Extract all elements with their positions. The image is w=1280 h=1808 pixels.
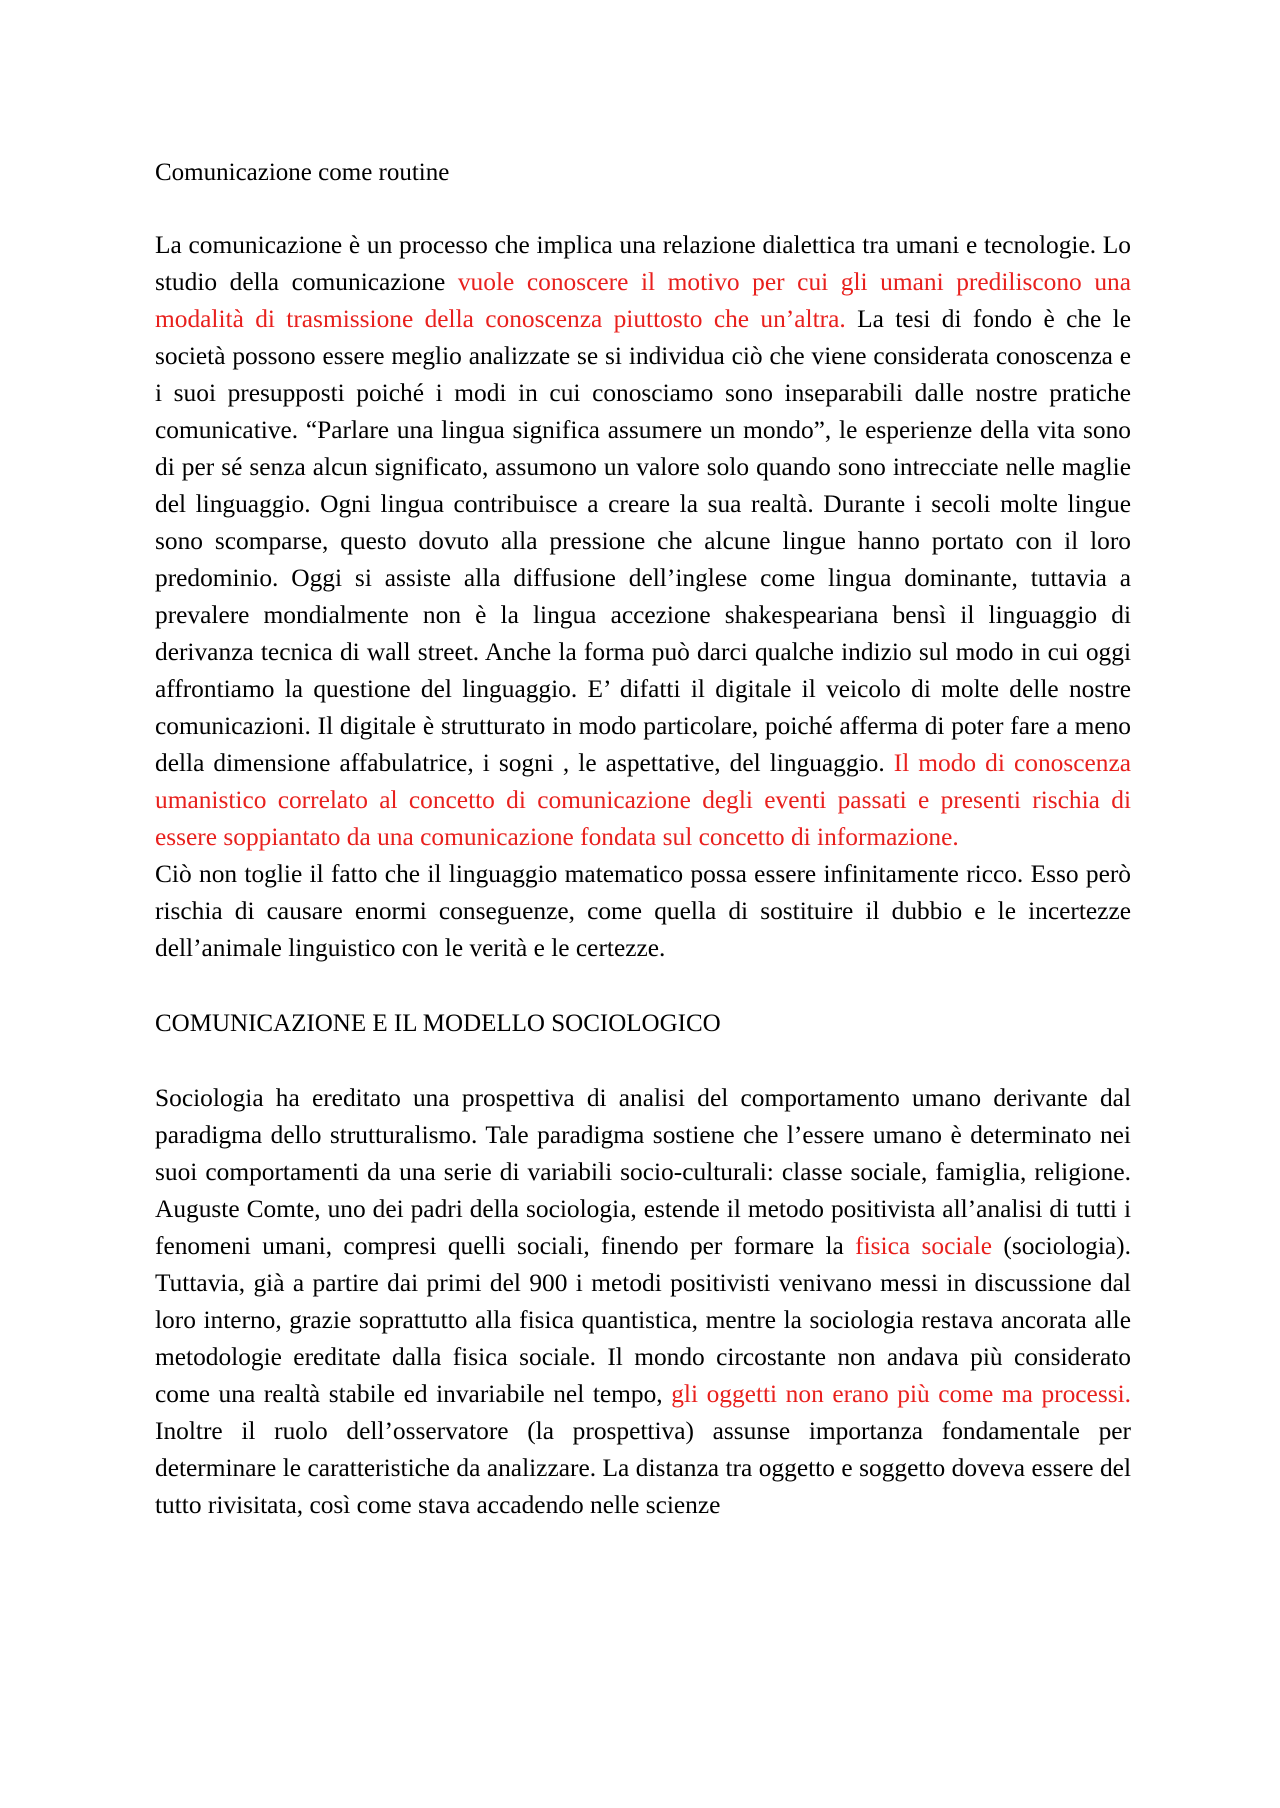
paragraph-3-text-a: Sociologia ha ereditato una prospettiva di analisi del comportamento umano derivante dal paradigma dello strutturalismo. Tale paradigma sostiene che l’essere umano è determinato nei suoi comportamenti da una serie di variabili socio-culturali: classe sociale, famiglia, religione. Auguste Comte, uno dei padri della sociologia, estende il metodo positivista all’analisi di tutti i fenomeni umani, compresi quelli sociali, finendo per formare la <box>155 1084 1131 1260</box>
section-heading: COMUNICAZIONE E IL MODELLO SOCIOLOGICO <box>155 1010 721 1037</box>
paragraph-3-text-b: (sociologia). Tuttavia, già a partire dai primi del 900 i metodi positivisti venivano messi in discussione dal loro interno, grazie soprattutto alla fisica quantistica, mentre la sociologia restava ancorata alle metodologie ereditate dalla fisica sociale. Il mondo circostante non andava più considerato come una realtà stabile ed invariabile nel tempo, <box>155 1232 1131 1408</box>
paragraph-2: Ciò non toglie il fatto che il linguaggio matematico possa essere infinitamente ricco. Esso però rischia di causare enormi conseguenze, come quella di sostituire il dubbio e le incertezze dell’animale linguistico con le verità e le certezze. <box>155 860 1131 962</box>
paragraph-3-text-c: Inoltre il ruolo dell’osservatore (la prospettiva) assunse importanza fondamentale per determinare le caratteristiche da analizzare. La distanza tra oggetto e soggetto doveva essere del tutto rivisitata, così come stava accadendo nelle scienze <box>155 1417 1131 1519</box>
paragraph-1-text-a: La comunicazione è un processo che implica una relazione dialettica tra umani e tecnologie. Lo studio della comunicazione <box>155 231 1131 296</box>
paragraph-1-highlight-b: Il modo di conoscenza umanistico correlato al concetto di comunicazione degli eventi passati e presenti rischia di essere soppiantato da una comunicazione fondata sul concetto di informazione. <box>155 749 1131 851</box>
paragraph-1-highlight-a: vuole conoscere il motivo per cui gli umani prediliscono una modalità di trasmissione della conoscenza piuttosto che un’altra. <box>155 268 1131 333</box>
paragraph-3-highlight-b: gli oggetti non erano più come ma processi. <box>671 1380 1131 1408</box>
paragraph-3 <box>155 1080 1131 1524</box>
document-title: Comunicazione come routine <box>155 159 450 186</box>
paragraph-1-text-b: La tesi di fondo è che le società possono essere meglio analizzate se si individua ciò che viene considerata conoscenza e i suoi presupposti poiché i modi in cui conosciamo sono inseparabili dalle nostre pratiche comunicative. “Parlare una lingua significa assumere un mondo”, le esperienze della vita sono di per sé senza alcun significato, assumono un valore solo quando sono intrecciate nelle maglie del linguaggio. Ogni lingua contribuisce a creare la sua realtà. Durante i secoli molte lingue sono scomparse, questo dovuto alla pressione che alcune lingue hanno portato con il loro predominio. Oggi si assiste alla diffusione dell’inglese come lingua dominante, tuttavia a prevalere mondialmente non è la lingua accezione shakespeariana bensì il linguaggio di derivanza tecnica di wall street. Anche la forma può darci qualche indizio sul modo in cui oggi affrontiamo la questione del linguaggio. E’ difatti il digitale il veicolo di molte delle nostre comunicazioni. Il digitale è strutturato in modo particolare, poiché afferma di poter fare a meno della dimensione affabulatrice, i sogni , le aspettative, del linguaggio. <box>155 305 1131 777</box>
paragraph-1 <box>155 227 1131 856</box>
paragraph-3-highlight-a: fisica sociale <box>855 1232 992 1260</box>
